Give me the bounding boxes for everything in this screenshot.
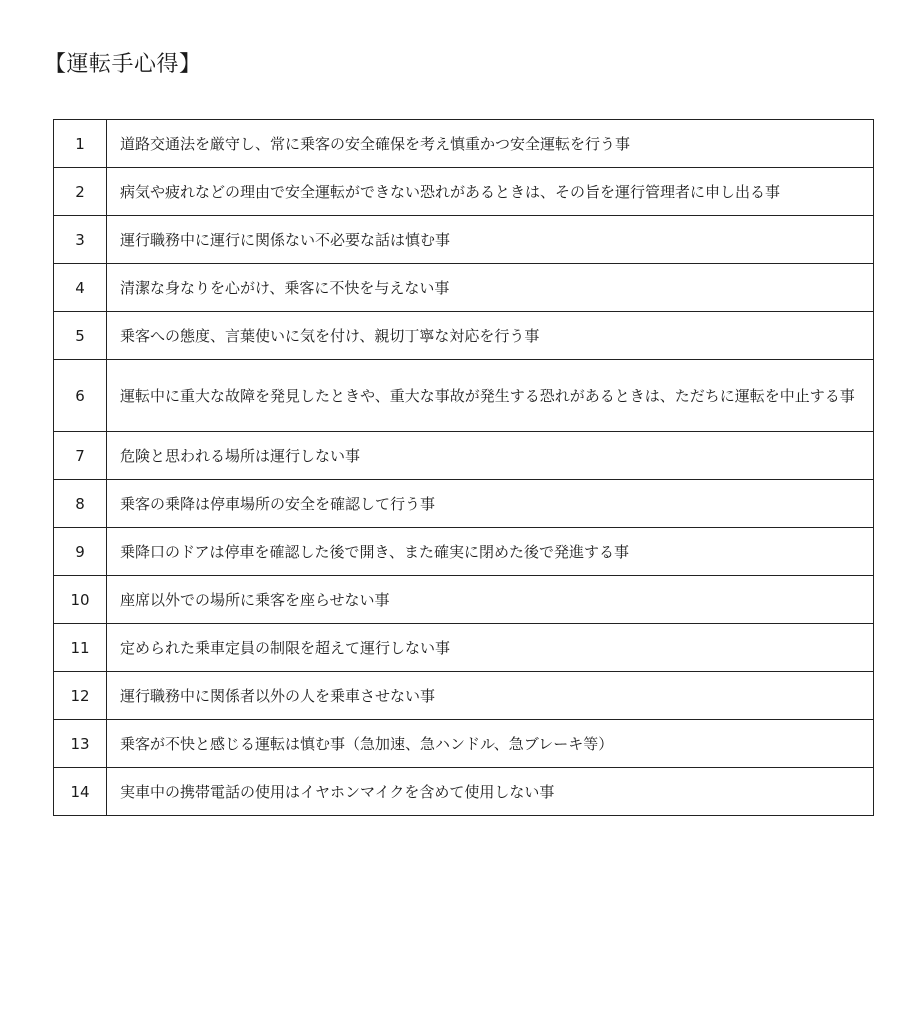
rule-number: 3	[54, 216, 107, 264]
rule-number: 8	[54, 480, 107, 528]
rule-text: 実車中の携帯電話の使用はイヤホンマイクを含めて使用しない事	[107, 768, 874, 816]
table-row	[54, 120, 874, 168]
rule-text: 乗客への態度、言葉使いに気を付け、親切丁寧な対応を行う事	[107, 312, 874, 360]
rules-table	[53, 119, 874, 816]
table-row	[54, 432, 874, 480]
rule-text: 運転中に重大な故障を発見したときや、重大な事故が発生する恐れがあるときは、ただちに運転を中止する事	[107, 360, 874, 432]
rule-number: 5	[54, 312, 107, 360]
rule-number: 10	[54, 576, 107, 624]
rule-text: 危険と思われる場所は運行しない事	[107, 432, 874, 480]
rule-text: 定められた乗車定員の制限を超えて運行しない事	[107, 624, 874, 672]
rule-text: 乗降口のドアは停車を確認した後で開き、また確実に閉めた後で発進する事	[107, 528, 874, 576]
rules-table-body	[54, 120, 874, 816]
rule-number: 1	[54, 120, 107, 168]
rule-number: 13	[54, 720, 107, 768]
table-row	[54, 168, 874, 216]
table-row	[54, 216, 874, 264]
rule-number: 4	[54, 264, 107, 312]
table-row	[54, 264, 874, 312]
rule-text: 乗客の乗降は停車場所の安全を確認して行う事	[107, 480, 874, 528]
rule-number: 11	[54, 624, 107, 672]
rule-text: 清潔な身なりを心がけ、乗客に不快を与えない事	[107, 264, 874, 312]
table-row	[54, 528, 874, 576]
rule-number: 6	[54, 360, 107, 432]
rule-number: 14	[54, 768, 107, 816]
rule-number: 2	[54, 168, 107, 216]
table-row	[54, 768, 874, 816]
rule-number: 7	[54, 432, 107, 480]
rule-number: 12	[54, 672, 107, 720]
rule-text: 乗客が不快と感じる運転は慎む事（急加速、急ハンドル、急ブレーキ等）	[107, 720, 874, 768]
rule-text: 座席以外での場所に乗客を座らせない事	[107, 576, 874, 624]
table-row	[54, 672, 874, 720]
table-row	[54, 624, 874, 672]
rule-text: 運行職務中に関係者以外の人を乗車させない事	[107, 672, 874, 720]
table-row	[54, 720, 874, 768]
table-row	[54, 480, 874, 528]
rule-text: 病気や疲れなどの理由で安全運転ができない恐れがあるときは、その旨を運行管理者に申し出る事	[107, 168, 874, 216]
table-row	[54, 360, 874, 432]
rule-text: 道路交通法を厳守し、常に乗客の安全確保を考え慎重かつ安全運転を行う事	[107, 120, 874, 168]
page-title: 【運転手心得】	[44, 52, 202, 77]
table-row	[54, 576, 874, 624]
rule-number: 9	[54, 528, 107, 576]
table-row	[54, 312, 874, 360]
rule-text: 運行職務中に運行に関係ない不必要な話は慎む事	[107, 216, 874, 264]
